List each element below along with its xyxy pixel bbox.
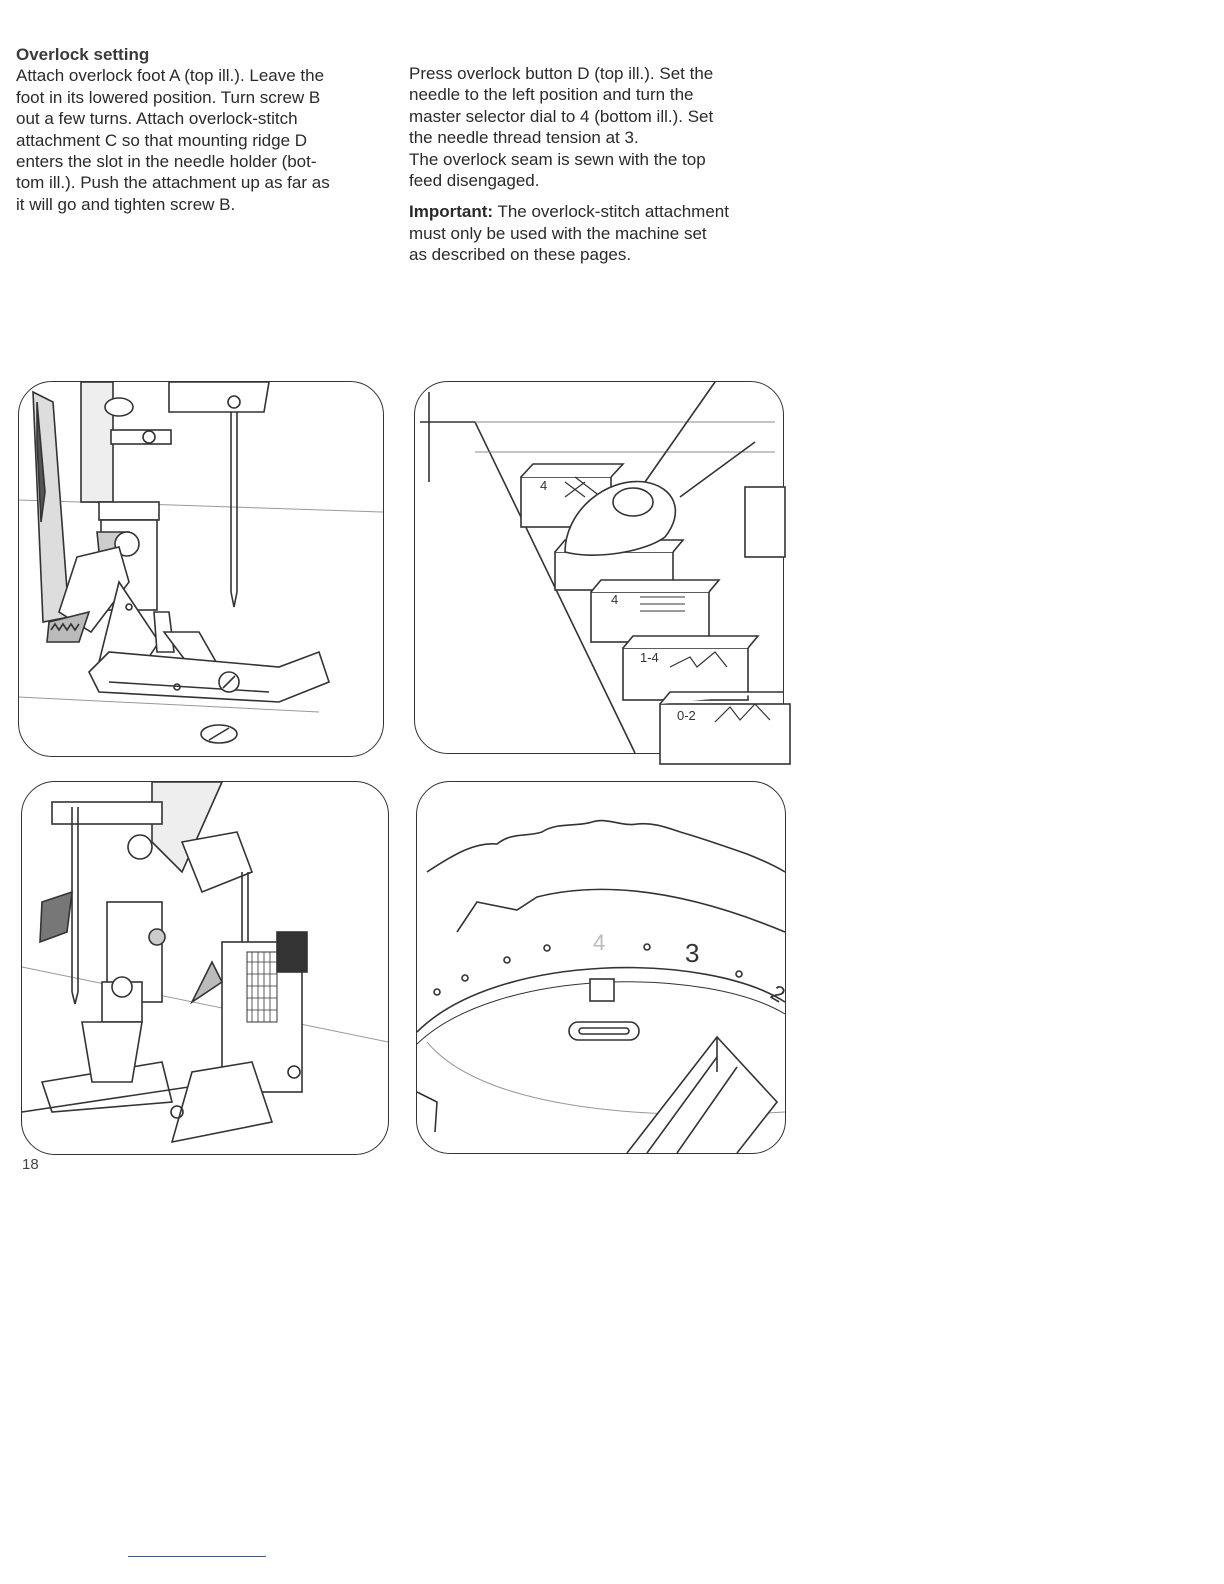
right-paragraph: Press overlock button D (top ill.). Set the needle to the left position and turn the master selector dial to 4 (bottom ill.). Set the needle thread tension at 3. The overlock seam is sewn with the top feed disengaged. bbox=[409, 64, 714, 191]
right-text-column bbox=[409, 63, 789, 283]
presser-foot-drawing bbox=[19, 382, 383, 756]
dial-number-3: 3 bbox=[685, 938, 700, 968]
section-heading: Overlock setting bbox=[16, 45, 150, 64]
button-label-4: 1-4 bbox=[640, 650, 659, 665]
illustration-selector-dial bbox=[416, 781, 790, 1154]
left-text-column bbox=[16, 44, 386, 215]
button-3 bbox=[591, 580, 719, 642]
dial-number-4: 4 bbox=[593, 930, 606, 955]
attachment-drawing bbox=[22, 782, 388, 1154]
button-label-1: 4 bbox=[540, 478, 548, 493]
button-5 bbox=[660, 692, 790, 764]
footer-rule bbox=[128, 1556, 266, 1557]
buttons-drawing bbox=[415, 382, 783, 753]
page-number: 18 bbox=[22, 1156, 39, 1173]
left-paragraph: Attach overlock foot A (top ill.). Leave the foot in its lowered position. Turn screw B out a few turns. Attach overlock-stitch attachment C so that mounting ridge D enters the slot in the needle holder (bot- tom ill.). Push the attachment up as far as it will go and tighten screw B. bbox=[16, 66, 330, 214]
important-label: Important: bbox=[409, 202, 494, 222]
button-label-3: 4 bbox=[611, 592, 619, 607]
important-text: The overlock-stitch attachment must only be used with the machine set as described on these pages. bbox=[409, 202, 729, 265]
illustration-overlock-attachment bbox=[21, 781, 389, 1155]
illustration-overlock-buttons bbox=[414, 381, 784, 754]
dial-drawing bbox=[417, 782, 790, 1153]
dial-number-2: 2 bbox=[766, 979, 790, 1008]
button-4 bbox=[623, 636, 758, 700]
illustration-presser-foot bbox=[18, 381, 384, 757]
dial-indicator-mark bbox=[590, 979, 614, 1001]
button-label-5: 0-2 bbox=[677, 708, 696, 723]
important-note bbox=[409, 201, 789, 265]
